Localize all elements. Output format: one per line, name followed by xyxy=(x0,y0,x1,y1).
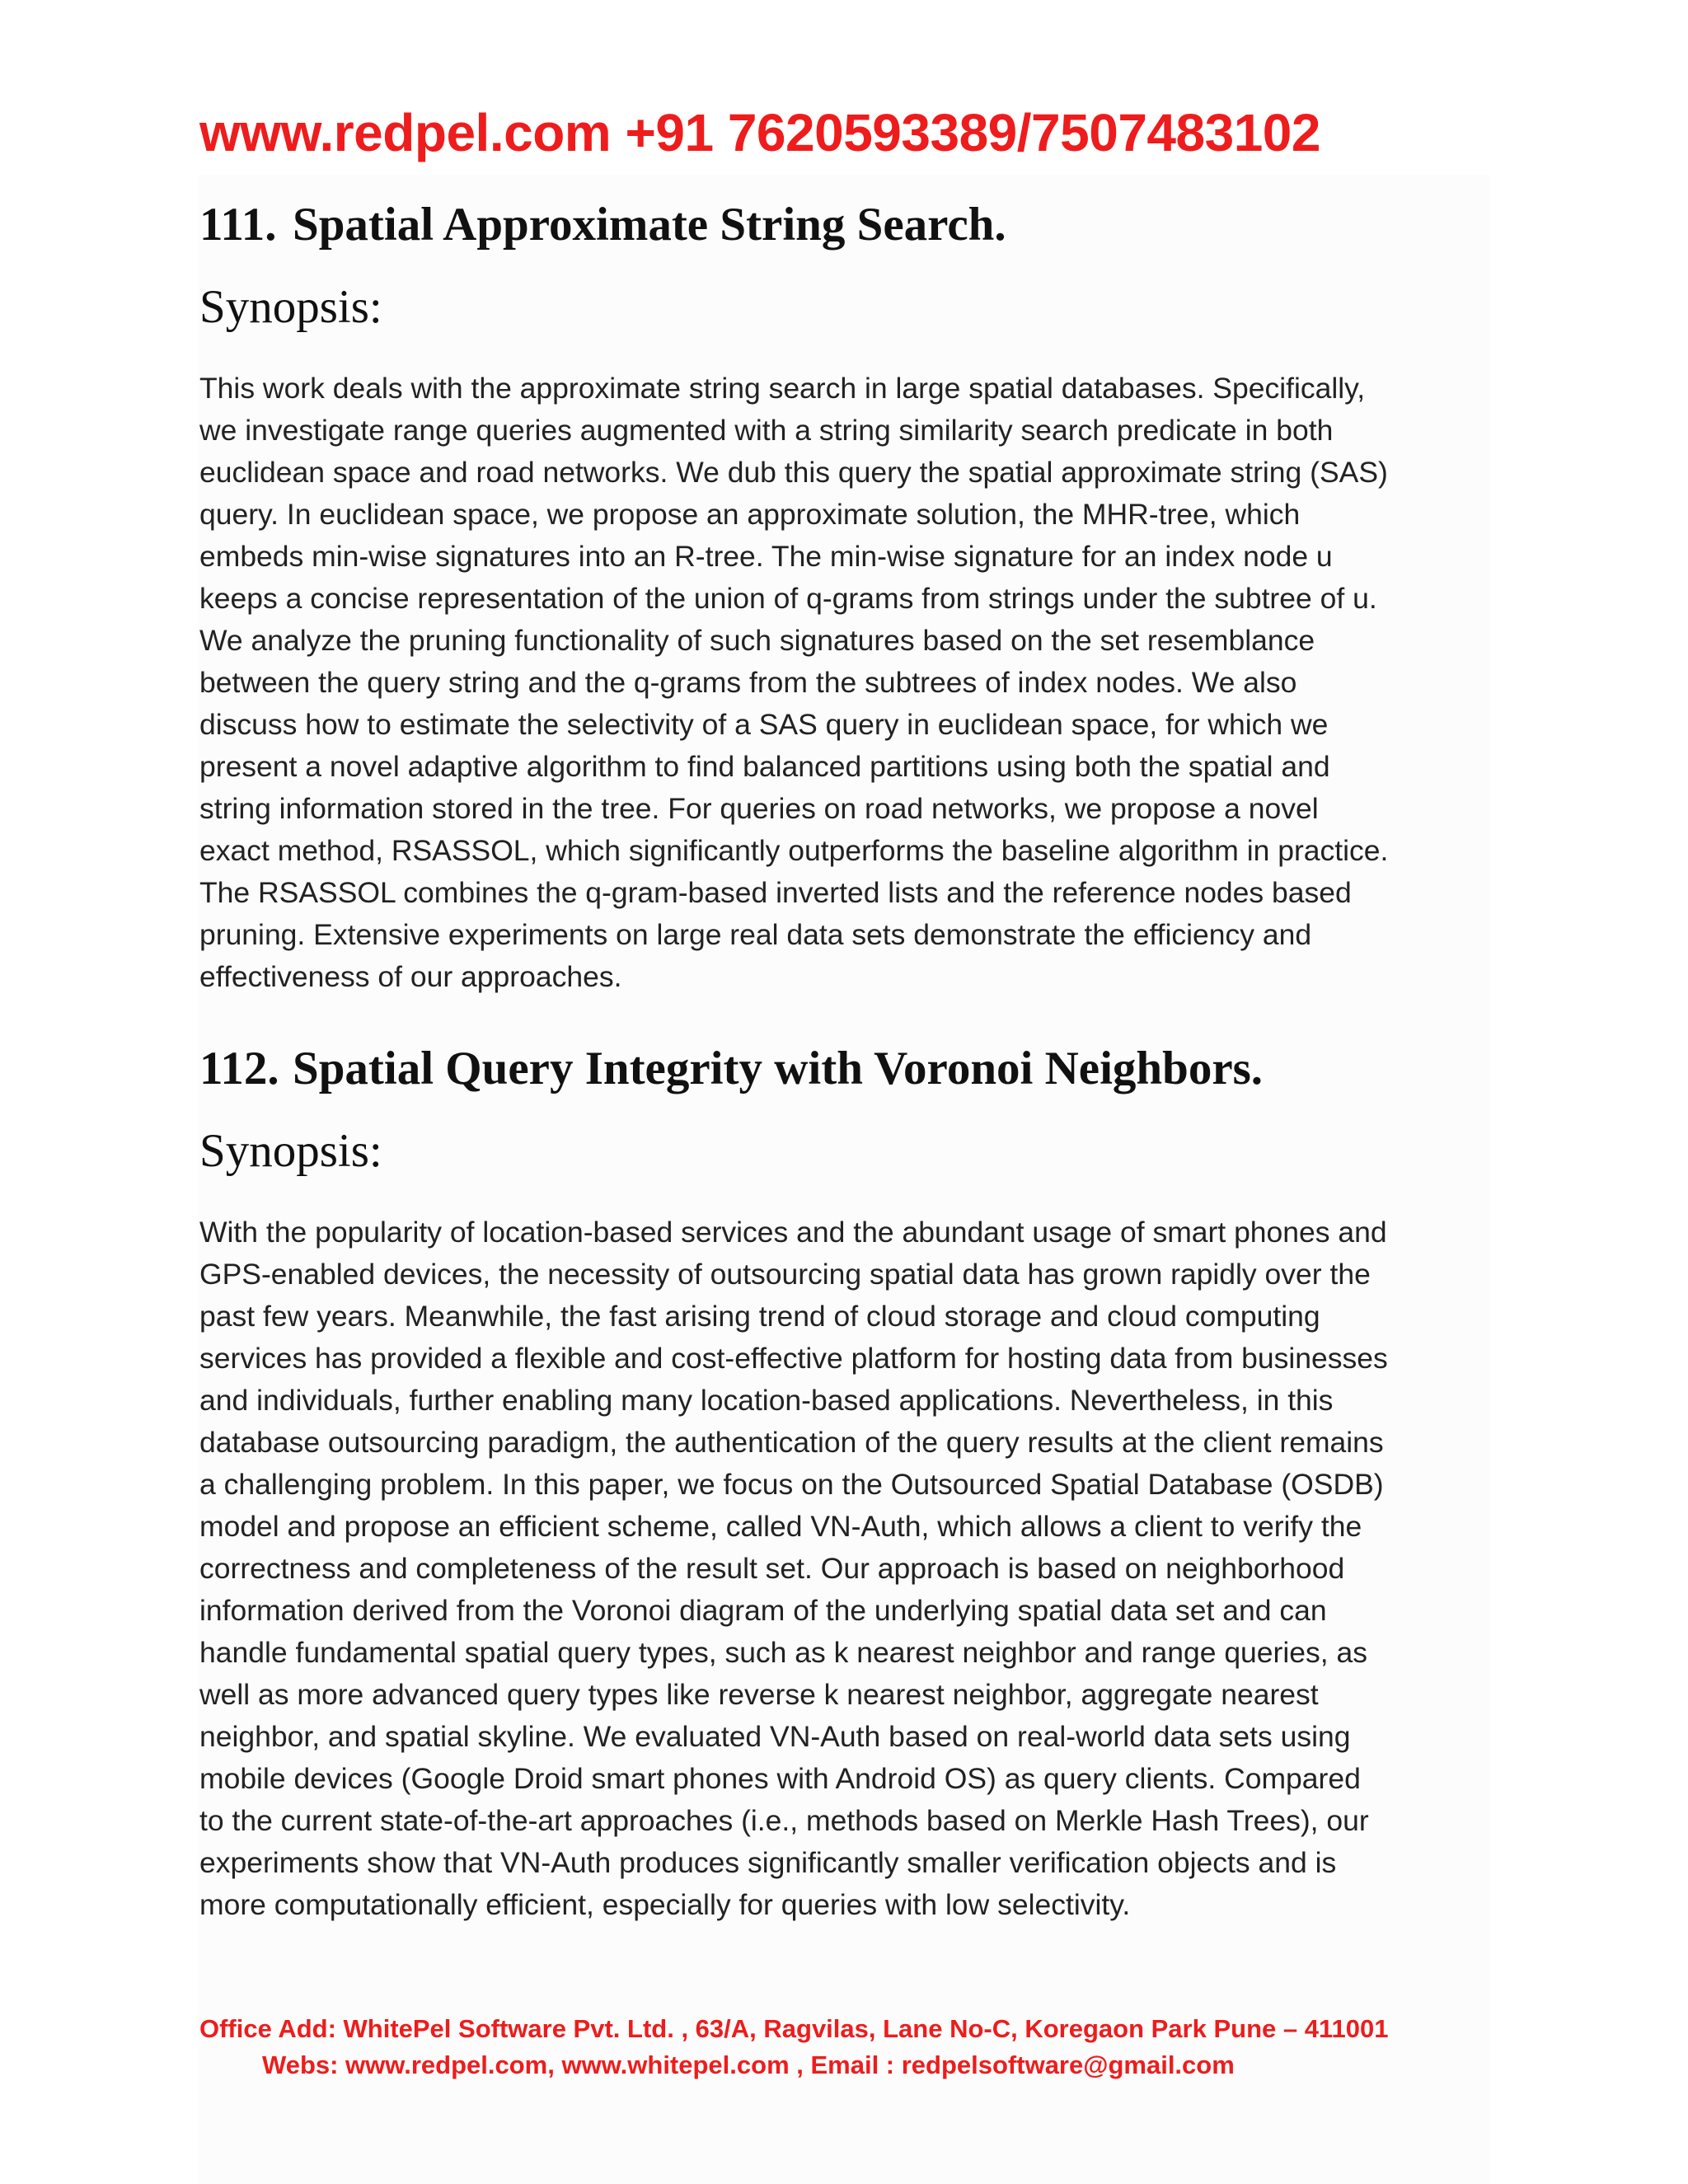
text-line: to the current state-of-the-art approaches (i.e., methods based on Merkle Hash Trees), our xyxy=(199,1804,1369,1837)
synopsis-label: Synopsis: xyxy=(199,281,382,333)
web-contact: Webs: www.redpel.com, www.whitepel.com , Email : redpelsoftware@gmail.com xyxy=(262,2050,1235,2079)
text-line: past few years. Meanwhile, the fast arising trend of cloud storage and cloud computing xyxy=(199,1300,1320,1333)
text-line: correctness and completeness of the result set. Our approach is based on neighborhood xyxy=(199,1552,1345,1585)
synopsis-label: Synopsis: xyxy=(199,1125,382,1177)
section-title: Spatial Query Integrity with Voronoi Neighbors. xyxy=(293,1043,1264,1094)
text-line: information derived from the Voronoi diagram of the underlying spatial data set and can xyxy=(199,1594,1327,1627)
section-heading xyxy=(199,1040,1502,1098)
text-line: This work deals with the approximate string search in large spatial databases. Specifically, xyxy=(199,372,1366,405)
synopsis-text xyxy=(199,1212,1502,1926)
contact-header: www.redpel.com +91 7620593389/7507483102 xyxy=(199,103,1320,162)
text-line: services has provided a flexible and cost-effective platform for hosting data from businesses xyxy=(199,1342,1388,1375)
text-line: well as more advanced query types like reverse k nearest neighbor, aggregate nearest xyxy=(199,1678,1319,1711)
text-line: embeds min-wise signatures into an R-tree. The min-wise signature for an index node u xyxy=(199,540,1333,573)
text-line: pruning. Extensive experiments on large real data sets demonstrate the efficiency and xyxy=(199,918,1312,951)
text-line: we investigate range queries augmented with a string similarity search predicate in both xyxy=(199,414,1334,447)
section-title: Spatial Approximate String Search. xyxy=(293,199,1006,251)
text-line: model and propose an efficient scheme, called VN-Auth, which allows a client to verify the xyxy=(199,1510,1362,1543)
text-line: effectiveness of our approaches. xyxy=(199,960,622,993)
text-line: exact method, RSASSOL, which significantly outperforms the baseline algorithm in practice. xyxy=(199,834,1389,867)
section-111 xyxy=(199,196,1502,998)
text-line: a challenging problem. In this paper, we focus on the Outsourced Spatial Database (OSDB) xyxy=(199,1468,1384,1501)
text-line: string information stored in the tree. For queries on road networks, we propose a novel xyxy=(199,792,1319,825)
text-line: experiments show that VN-Auth produces significantly smaller verification objects and is xyxy=(199,1846,1337,1879)
text-line: euclidean space and road networks. We dub this query the spatial approximate string (SAS) xyxy=(199,456,1388,489)
text-line: and individuals, further enabling many location-based applications. Nevertheless, in this xyxy=(199,1384,1334,1417)
text-line: present a novel adaptive algorithm to find balanced partitions using both the spatial and xyxy=(199,750,1330,783)
text-line: between the query string and the q-grams from the subtrees of index nodes. We also xyxy=(199,666,1297,699)
text-line: The RSASSOL combines the q-gram-based inverted lists and the reference nodes based xyxy=(199,876,1352,909)
text-line: discuss how to estimate the selectivity of a SAS query in euclidean space, for which we xyxy=(199,708,1329,741)
section-heading xyxy=(199,196,1502,254)
office-address: Office Add: WhitePel Software Pvt. Ltd. , 63/A, Ragvilas, Lane No-C, Koregaon Park Pune – 411001 xyxy=(199,2014,1389,2043)
text-line: query. In euclidean space, we propose an approximate solution, the MHR-tree, which xyxy=(199,498,1301,531)
text-line: GPS-enabled devices, the necessity of outsourcing spatial data has grown rapidly over the xyxy=(199,1258,1371,1291)
section-number: 111. xyxy=(199,199,277,251)
text-line: more computationally efficient, especially for queries with low selectivity. xyxy=(199,1888,1131,1921)
synopsis-text xyxy=(199,368,1502,998)
text-line: mobile devices (Google Droid smart phones with Android OS) as query clients. Compared xyxy=(199,1762,1361,1795)
text-line: keeps a concise representation of the union of q-grams from strings under the subtree of u. xyxy=(199,582,1377,615)
section-number: 112. xyxy=(199,1043,279,1094)
text-line: handle fundamental spatial query types, such as k nearest neighbor and range queries, as xyxy=(199,1636,1367,1669)
footer xyxy=(199,2011,1388,2083)
text-line: We analyze the pruning functionality of such signatures based on the set resemblance xyxy=(199,624,1315,657)
text-line: database outsourcing paradigm, the authentication of the query results at the client remains xyxy=(199,1426,1384,1459)
text-line: neighbor, and spatial skyline. We evaluated VN-Auth based on real-world data sets using xyxy=(199,1720,1351,1753)
text-line: With the popularity of location-based services and the abundant usage of smart phones and xyxy=(199,1216,1387,1249)
section-112 xyxy=(199,1040,1502,1926)
